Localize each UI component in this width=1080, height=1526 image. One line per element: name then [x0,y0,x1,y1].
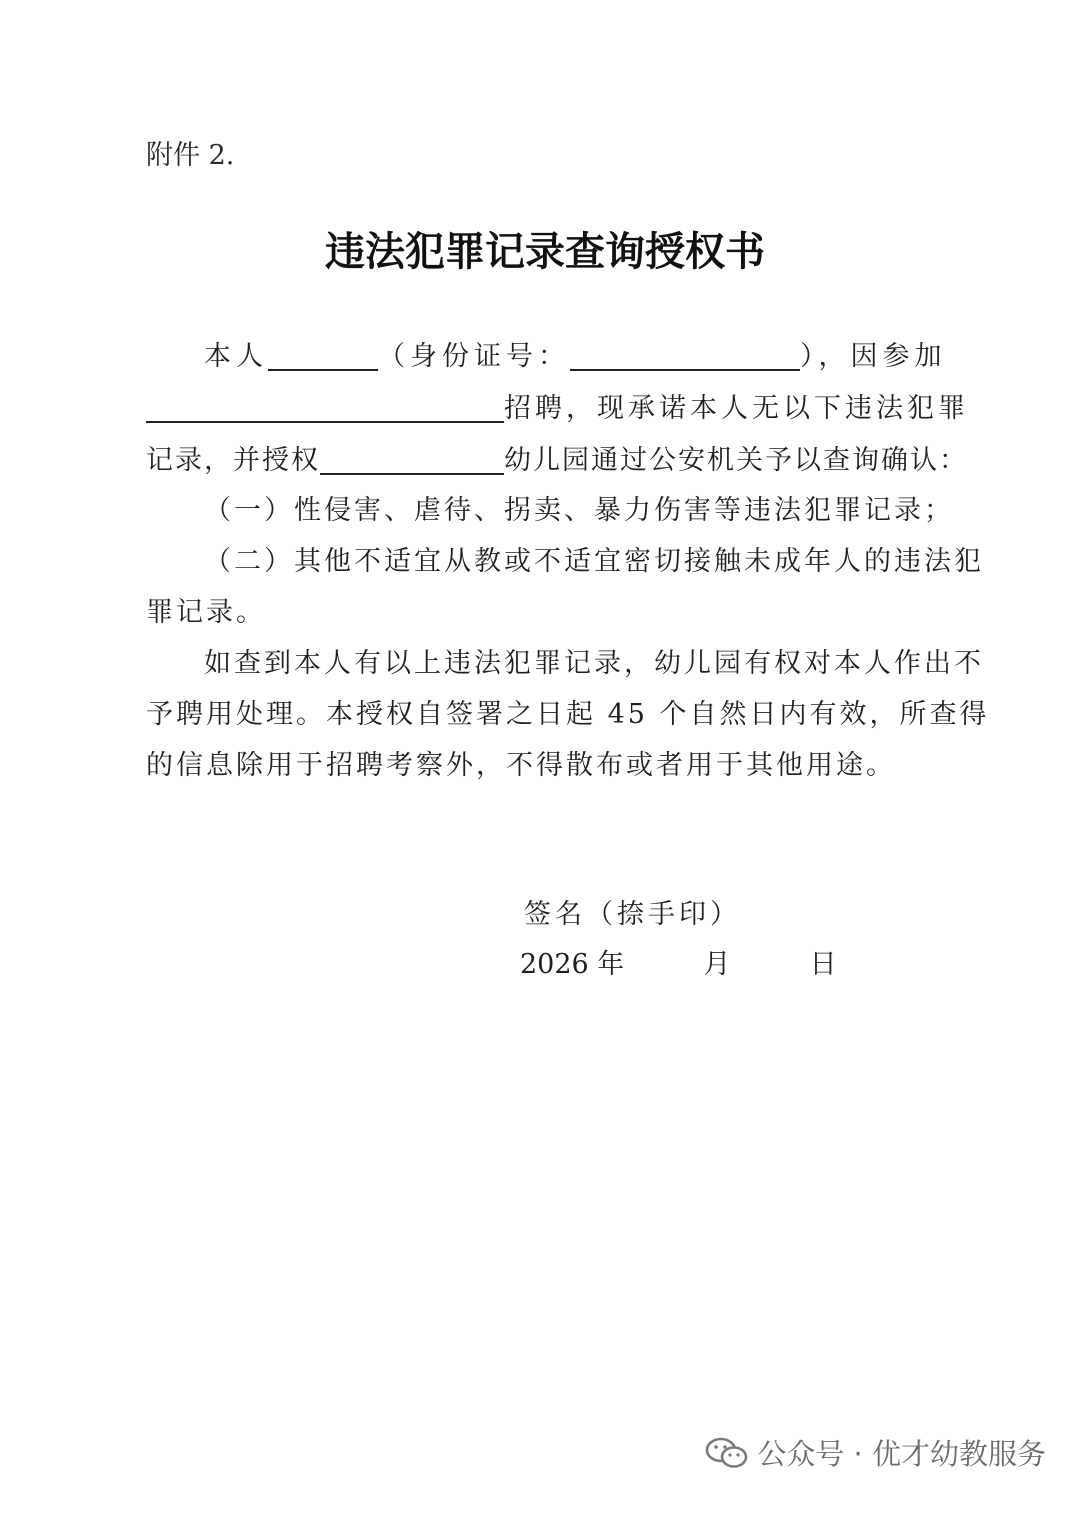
recruitment-blank [146,391,504,423]
document-title: 违法犯罪记录查询授权书 [325,228,765,275]
watermark-text: 公众号 · 优才幼教服务 [757,1437,1046,1471]
attachment-label: 附件 2. [146,140,235,171]
paragraph-line-2: 予聘用处理。本授权自签署之日起 45 个自然日内有效，所查得 [146,699,990,730]
text-recruitment: 招聘，现承诺本人无以下违法犯罪 [504,393,969,424]
item-1: （一）性侵害、虐待、拐卖、暴力伤害等违法犯罪记录； [204,495,954,526]
watermark [705,1432,1046,1473]
text-participate: ），因参加 [800,341,947,372]
id-number-blank [570,339,800,371]
item-2-line-2: 罪记录。 [146,597,266,628]
body-line-1 [204,337,947,377]
signature-label: 签名（捺手印） [524,899,741,930]
paragraph-line-1: 如查到本人有以上违法犯罪记录，幼儿园有权对本人作出不 [204,648,984,679]
kindergarten-blank [320,443,504,475]
wechat-icon [705,1436,749,1470]
text-id-label: （身份证号： [378,341,570,372]
body-line-2 [146,389,969,429]
name-blank [268,339,378,371]
item-2-line-1: （二）其他不适宜从教或不适宜密切接触未成年人的违法犯 [204,546,984,577]
body-line-3 [146,441,968,481]
paragraph-line-3: 的信息除用于招聘考察外，不得散布或者用于其他用途。 [146,750,896,781]
date-year: 2026 年 [520,949,625,980]
text-self: 本人 [204,341,268,372]
date-month: 月 [703,949,731,980]
signature-date [520,945,837,985]
date-day: 日 [809,949,837,980]
text-kindergarten-query: 幼儿园通过公安机关予以查询确认： [504,445,968,476]
text-authorize: 记录，并授权 [146,445,320,476]
